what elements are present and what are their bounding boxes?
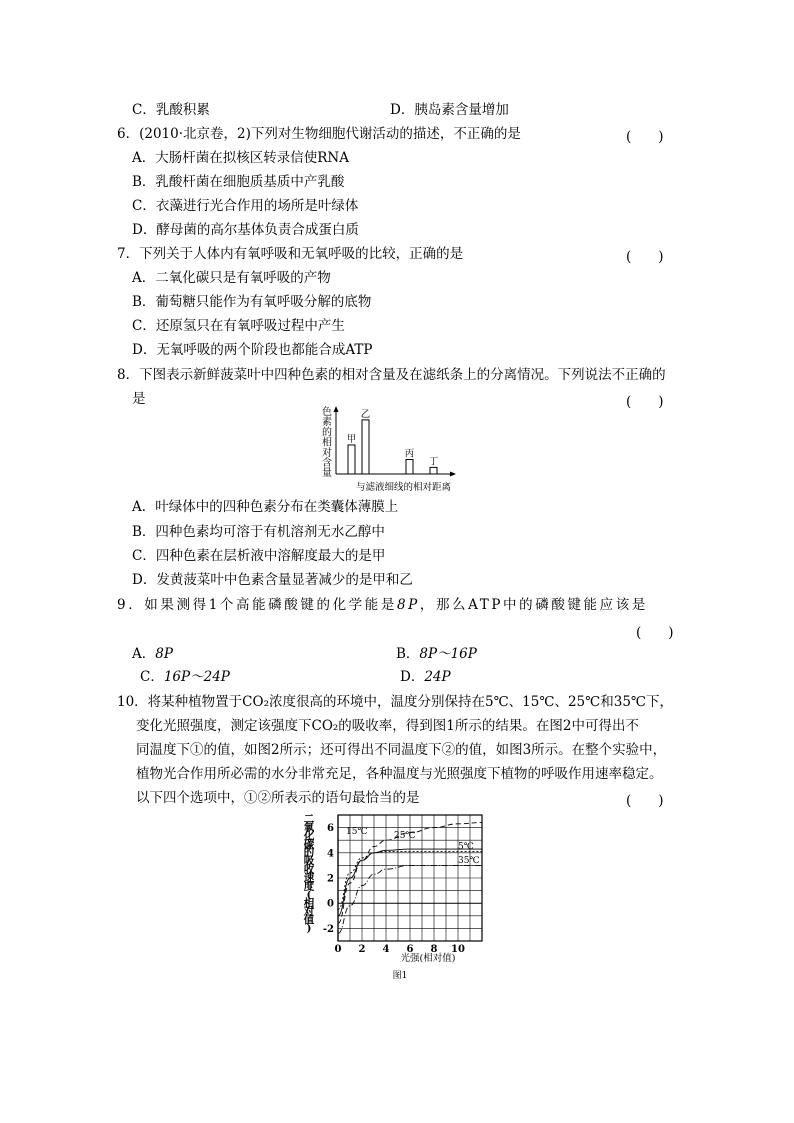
chart-xtick-label: 0 xyxy=(334,944,342,955)
pigment-figure xyxy=(318,404,478,498)
chart-ytick-label: 0 xyxy=(327,898,334,910)
pigment-bar-label-1: 甲 xyxy=(346,433,357,445)
q9-option-c-letter: C． xyxy=(140,669,164,685)
q9-option-a-letter: A． xyxy=(132,646,156,662)
q6-answer-paren: ( ) xyxy=(626,129,664,145)
q8-option-b: B．四种色素均可溶于有机溶剂无水乙醇中 xyxy=(132,524,385,540)
chart-series-label-3: 5℃ xyxy=(458,842,474,852)
chart-xtick-label: 4 xyxy=(382,944,390,955)
q8-answer-paren: ( ) xyxy=(626,394,664,410)
q7-option-d: D．无氧呼吸的两个阶段也都能合成ATP xyxy=(132,342,373,358)
q9-option-c xyxy=(140,668,230,686)
q5-option-c: C．乳酸积累 xyxy=(132,102,210,118)
chart-series-label-1: 15℃ xyxy=(346,827,368,837)
q9-option-d-letter: D． xyxy=(400,669,425,685)
q6-option-a: A．大肠杆菌在拟核区转录信使RNA xyxy=(132,150,349,166)
q9-option-d xyxy=(400,668,451,686)
q8-option-d: D．发黄菠菜叶中色素含量显著减少的是甲和乙 xyxy=(132,572,413,588)
pigment-bar-label-4: 丁 xyxy=(428,456,439,468)
q10-line1: 10．将某种植物置于CO₂浓度很高的环境中，温度分别保持在5℃、15℃、25℃和35℃下， xyxy=(117,694,674,710)
chart-ytick-label: 2 xyxy=(327,873,334,885)
q5-option-d: D．胰岛素含量增加 xyxy=(390,102,509,118)
pigment-bar-label-3: 丙 xyxy=(404,448,415,460)
q9-stem-energy: 8P xyxy=(396,597,420,613)
q9-option-c-value: 16P～24P xyxy=(163,669,230,685)
q10-answer-paren: ( ) xyxy=(626,793,664,809)
q6-option-c: C．衣藻进行光合作用的场所是叶绿体 xyxy=(132,198,359,214)
chart-xlabel: 光强(相对值) xyxy=(400,953,456,964)
q8-option-a: A．叶绿体中的四种色素分布在类囊体薄膜上 xyxy=(132,499,399,515)
chart-ylabel xyxy=(303,813,315,935)
q7-stem: 7．下列关于人体内有氧呼吸和无氧呼吸的比较，正确的是 xyxy=(117,246,464,262)
chart-xtick-label: 8 xyxy=(430,944,438,955)
pigment-xlabel: 与滤液细线的相对距离 xyxy=(356,482,452,493)
q9-option-a-value: 8P xyxy=(155,646,173,662)
pigment-ylabel-text: 色素的相对含量 xyxy=(322,407,332,480)
chart-title: 图1 xyxy=(392,971,408,981)
pigment-bar-1 xyxy=(348,445,355,474)
pigment-bar-3 xyxy=(406,459,413,474)
chart-ytick-label: -2 xyxy=(322,923,334,935)
q9-option-d-value: 24P xyxy=(424,669,451,685)
q9-stem-part1: 9．如果测得1个高能磷酸键的化学能是 xyxy=(117,597,397,613)
pigment-ylabel xyxy=(322,405,332,479)
q9-option-b-letter: B． xyxy=(396,646,420,662)
q6-stem: 6．(2010·北京卷，2)下列对生物细胞代谢活动的描述，不正确的是 xyxy=(117,126,521,142)
chart-ytick-label: 6 xyxy=(327,823,334,835)
q8-option-c: C．四种色素在层析液中溶解度最大的是甲 xyxy=(132,548,386,564)
chart-xtick-label: 6 xyxy=(406,944,414,955)
chart-series-label-4: 35℃ xyxy=(458,856,480,866)
chart-xtick-label: 2 xyxy=(358,944,366,955)
q10-line5: 以下四个选项中，①②所表示的语句最恰当的是 xyxy=(136,790,420,806)
q10-line3: 同温度下①的值，如图2所示；还可得出不同温度下②的值，如图3所示。在整个实验中， xyxy=(136,742,667,758)
q9-answer-paren: ( ) xyxy=(636,625,674,641)
q7-option-a: A．二氧化碳只是有氧呼吸的产物 xyxy=(132,270,331,286)
q6-option-d: D．酵母菌的高尔基体负责合成蛋白质 xyxy=(132,222,359,238)
pigment-x-arrow xyxy=(450,472,456,477)
q7-answer-paren: ( ) xyxy=(626,249,664,265)
q9-option-b-value: 8P～16P xyxy=(419,646,477,662)
pigment-bar-2 xyxy=(362,420,369,474)
q9-option-b xyxy=(396,645,477,663)
chart-ylabel-text: 二氧化碳的吸收速度(相对值) xyxy=(303,813,315,935)
q9-option-a xyxy=(132,645,173,663)
chart-series-label-2: 25℃ xyxy=(394,831,416,841)
q9-stem-part2: ，那么ATP中的磷酸键能应该是 xyxy=(419,597,648,613)
chart-xtick-label: 10 xyxy=(451,944,465,955)
q6-option-b: B．乳酸杆菌在细胞质基质中产乳酸 xyxy=(132,174,345,190)
q7-option-b: B．葡萄糖只能作为有氧呼吸分解的底物 xyxy=(132,294,372,310)
q8-stem-line1: 8．下图表示新鲜菠菜叶中四种色素的相对含量及在滤纸条上的分离情况。下列说法不正确的 xyxy=(117,367,666,383)
chart-ytick-label: 4 xyxy=(327,848,334,860)
pigment-y-arrow xyxy=(334,406,339,412)
q10-line4: 植物光合作用所必需的水分非常充足，各种温度与光照强度下植物的呼吸作用速率稳定。 xyxy=(136,766,663,782)
pigment-bar-label-2: 乙 xyxy=(360,408,371,420)
q8-stem-line2: 是 xyxy=(132,391,146,407)
q9-stem xyxy=(117,596,648,614)
co2-chart xyxy=(300,808,500,988)
q7-option-c: C．还原氢只在有氧呼吸过程中产生 xyxy=(132,318,345,334)
q10-line2: 变化光照强度，测定该强度下CO₂的吸收率，得到图1所示的结果。在图2中可得出不 xyxy=(136,718,639,734)
pigment-bar-4 xyxy=(430,467,437,474)
